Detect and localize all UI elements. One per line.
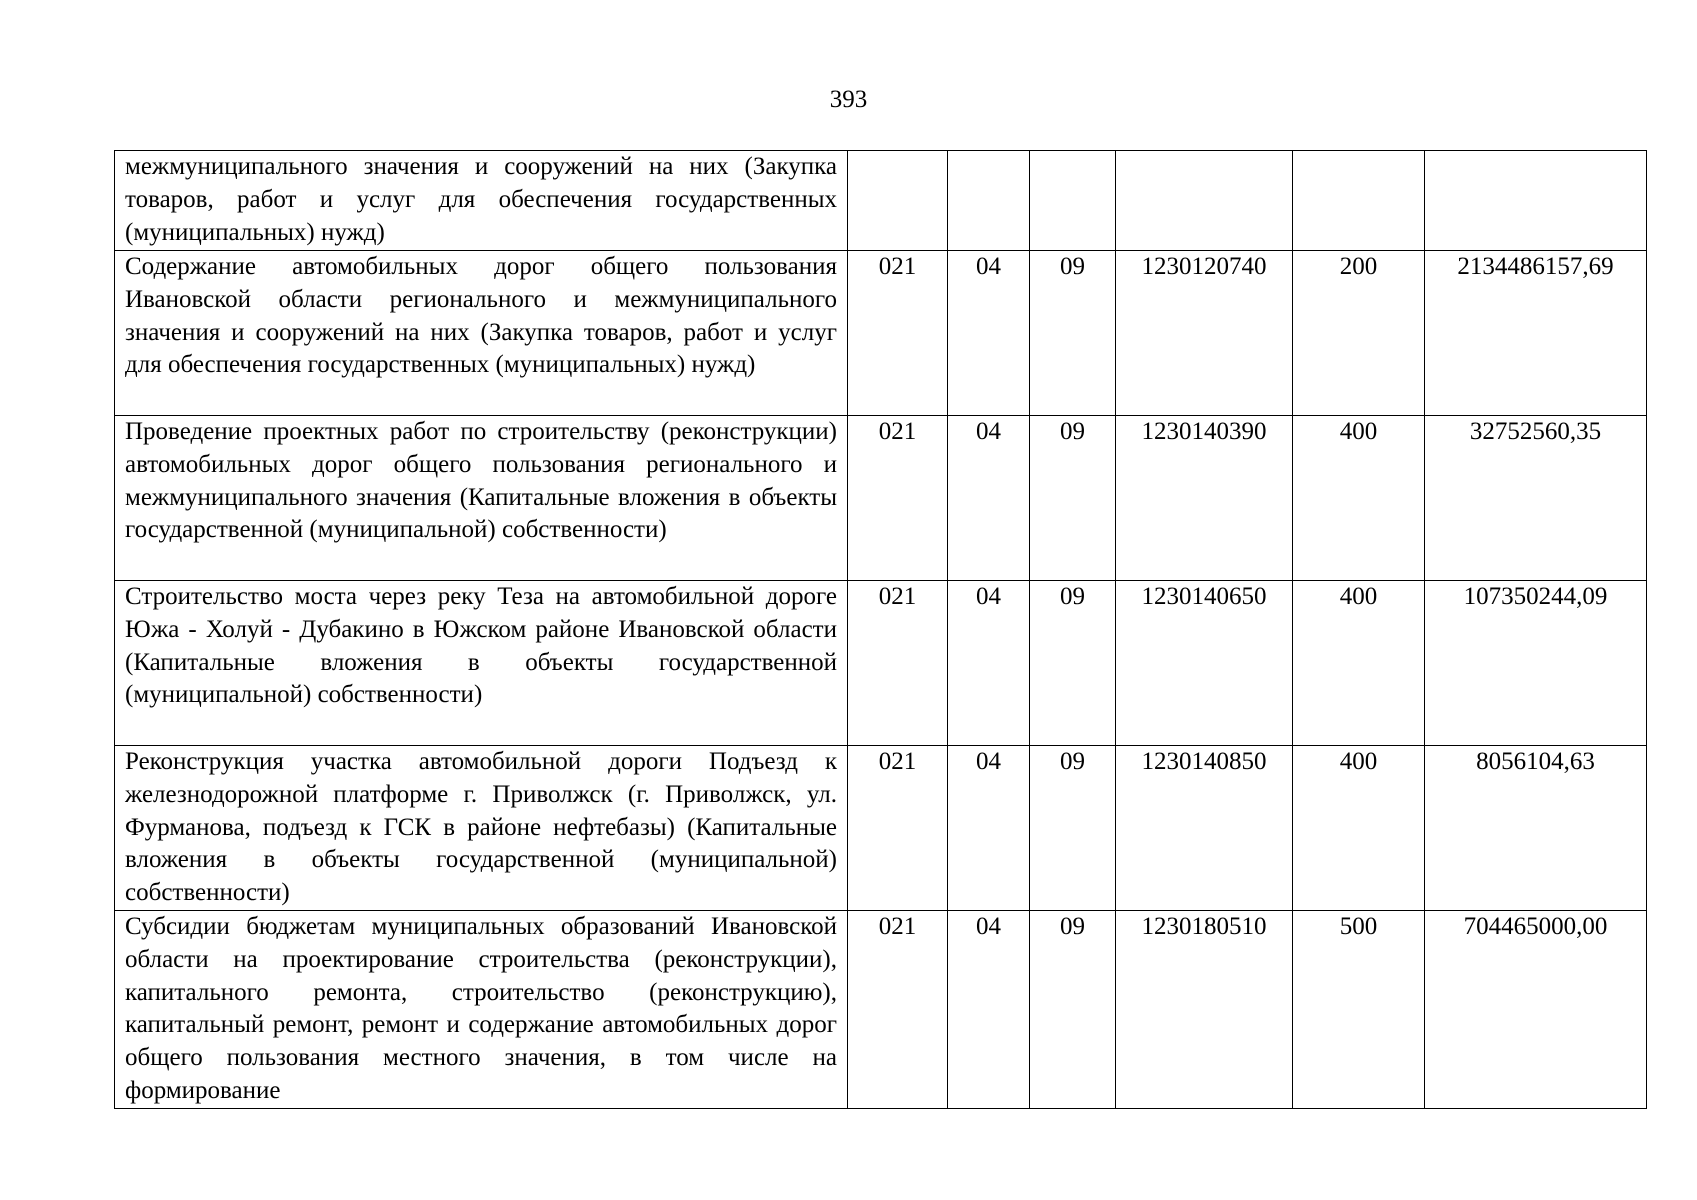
amount: 704465000,00	[1425, 911, 1647, 1109]
row-description: Содержание автомобильных дорог общего пользования Ивановской области регионального и межмуниципального значения и сооружений на них (Закупка товаров, работ и услуг для обеспечения государственных (муниципальных) нужд)	[115, 251, 848, 416]
section-code: 04	[948, 251, 1030, 416]
section-code	[948, 151, 1030, 251]
table-row	[115, 151, 1647, 251]
expense-type-code: 400	[1293, 581, 1425, 746]
target-article-code	[1116, 151, 1293, 251]
row-description: Строительство моста через реку Теза на автомобильной дороге Южа - Холуй - Дубакино в Южском районе Ивановской области (Капитальные вложения в объекты государственной (муниципальной) собственности)	[115, 581, 848, 746]
section-code: 04	[948, 581, 1030, 746]
page-number: 393	[829, 86, 868, 113]
target-article-code: 1230120740	[1116, 251, 1293, 416]
subsection-code: 09	[1030, 416, 1116, 581]
subsection-code: 09	[1030, 746, 1116, 911]
target-article-code: 1230140850	[1116, 746, 1293, 911]
expense-type-code: 400	[1293, 746, 1425, 911]
row-description: Проведение проектных работ по строительству (реконструкции) автомобильных дорог общего пользования регионального и межмуниципального значения (Капитальные вложения в объекты государственной (муниципальной) собственности)	[115, 416, 848, 581]
grbs-code: 021	[848, 251, 948, 416]
row-description: межмуниципального значения и сооружений на них (Закупка товаров, работ и услуг для обеспечения государственных (муниципальных) нужд)	[115, 151, 848, 251]
table-row	[115, 251, 1647, 416]
row-description: Субсидии бюджетам муниципальных образований Ивановской области на проектирование строительства (реконструкции), капитального ремонта, строительство (реконструкцию), капитальный ремонт, ремонт и содержание автомобильных дорог общего пользования местного значения, в том числе на формирование	[115, 911, 848, 1109]
subsection-code: 09	[1030, 581, 1116, 746]
grbs-code: 021	[848, 911, 948, 1109]
amount: 2134486157,69	[1425, 251, 1647, 416]
expense-type-code: 200	[1293, 251, 1425, 416]
amount: 107350244,09	[1425, 581, 1647, 746]
grbs-code: 021	[848, 746, 948, 911]
grbs-code: 021	[848, 416, 948, 581]
expense-type-code: 400	[1293, 416, 1425, 581]
amount: 8056104,63	[1425, 746, 1647, 911]
table-row	[115, 746, 1647, 911]
section-code: 04	[948, 416, 1030, 581]
expense-type-code: 500	[1293, 911, 1425, 1109]
table-row	[115, 416, 1647, 581]
table-row	[115, 911, 1647, 1109]
amount	[1425, 151, 1647, 251]
grbs-code: 021	[848, 581, 948, 746]
amount: 32752560,35	[1425, 416, 1647, 581]
subsection-code: 09	[1030, 911, 1116, 1109]
subsection-code	[1030, 151, 1116, 251]
section-code: 04	[948, 911, 1030, 1109]
budget-table	[114, 150, 1647, 1109]
target-article-code: 1230140650	[1116, 581, 1293, 746]
target-article-code: 1230180510	[1116, 911, 1293, 1109]
subsection-code: 09	[1030, 251, 1116, 416]
table-row	[115, 581, 1647, 746]
row-description: Реконструкция участка автомобильной дороги Подъезд к железнодорожной платформе г. Приволжск (г. Приволжск, ул. Фурманова, подъезд к ГСК в районе нефтебазы) (Капитальные вложения в объекты государственной (муниципальной) собственности)	[115, 746, 848, 911]
expense-type-code	[1293, 151, 1425, 251]
target-article-code: 1230140390	[1116, 416, 1293, 581]
section-code: 04	[948, 746, 1030, 911]
grbs-code	[848, 151, 948, 251]
